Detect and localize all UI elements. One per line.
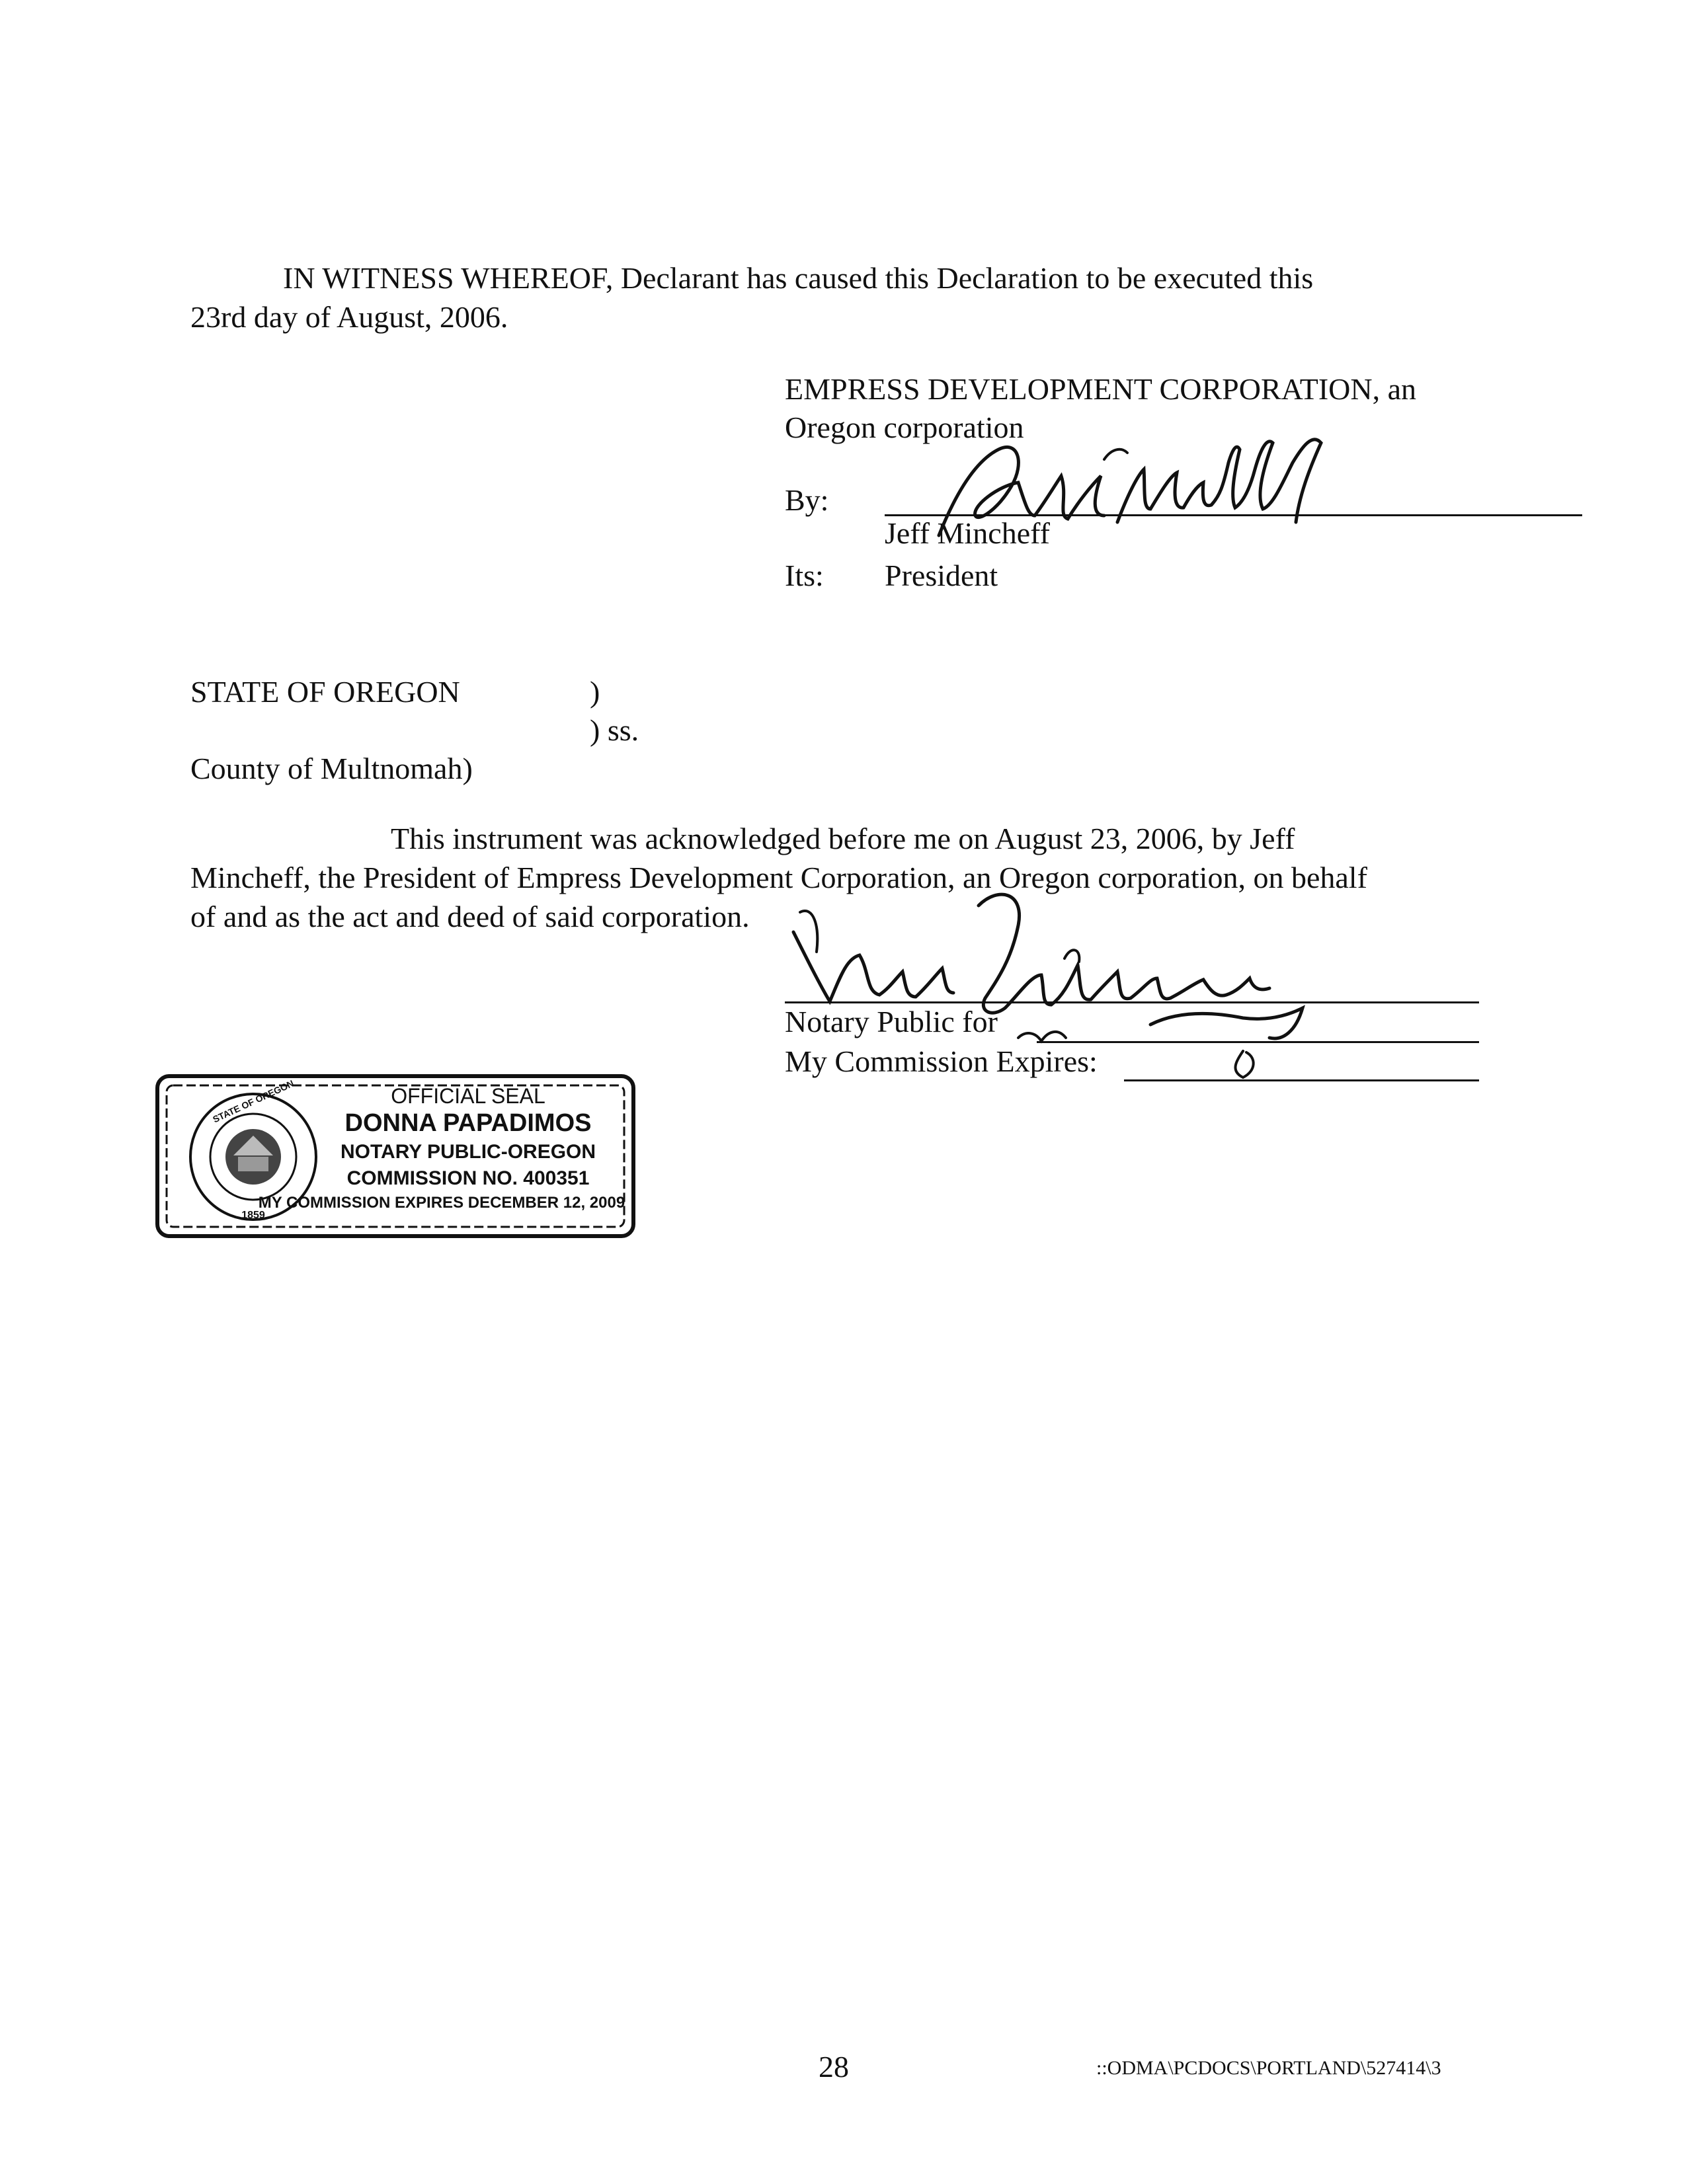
its-label: Its: bbox=[785, 559, 824, 592]
seal-notary-name: DONNA PAPADIMOS bbox=[344, 1109, 592, 1137]
president-signature bbox=[912, 423, 1388, 555]
document-id: ::ODMA\PCDOCS\PORTLAND\527414\3 bbox=[1096, 2057, 1441, 2079]
acknowledgment-line-2: Mincheff, the President of Empress Development Corporation, an Oregon corporation, on behalf bbox=[190, 861, 1367, 894]
company-name: EMPRESS DEVELOPMENT CORPORATION, an bbox=[785, 372, 1417, 406]
seal-expiration: MY COMMISSION EXPIRES DECEMBER 12, 2009 bbox=[258, 1194, 625, 1212]
witness-line-2: 23rd day of August, 2006. bbox=[190, 300, 508, 334]
notary-public-for: Notary Public for bbox=[785, 1005, 998, 1038]
seal-commission-number: COMMISSION NO. 400351 bbox=[346, 1167, 590, 1189]
notary-signature bbox=[780, 879, 1375, 1091]
acknowledgment-line-1: This instrument was acknowledged before me on August 23, 2006, by Jeff bbox=[391, 822, 1295, 855]
seal-title: OFFICIAL SEAL bbox=[391, 1084, 545, 1108]
witness-line-1: IN WITNESS WHEREOF, Declarant has caused this Declaration to be executed this bbox=[283, 261, 1314, 295]
company-type: Oregon corporation bbox=[785, 410, 1024, 444]
signer-name: Jeff Mincheff bbox=[885, 516, 1050, 550]
acknowledgment-line-3: of and as the act and deed of said corporation. bbox=[190, 900, 750, 933]
venue-paren: ) bbox=[590, 675, 600, 709]
commission-expires: My Commission Expires: bbox=[785, 1044, 1098, 1078]
venue-county: County of Multnomah) bbox=[190, 752, 473, 785]
signer-title: President bbox=[885, 559, 998, 592]
venue-ss: ) ss. bbox=[590, 713, 639, 747]
by-label: By: bbox=[785, 483, 829, 517]
seal-notary-state: NOTARY PUBLIC-OREGON bbox=[340, 1141, 596, 1163]
seal-emblem-year: 1859 bbox=[241, 1210, 265, 1221]
page-number: 28 bbox=[819, 2050, 849, 2084]
official-seal-stamp bbox=[151, 1070, 640, 1243]
seal-emblem-top-text: STATE OF OREGON bbox=[211, 1077, 296, 1125]
venue-state: STATE OF OREGON bbox=[190, 675, 460, 709]
